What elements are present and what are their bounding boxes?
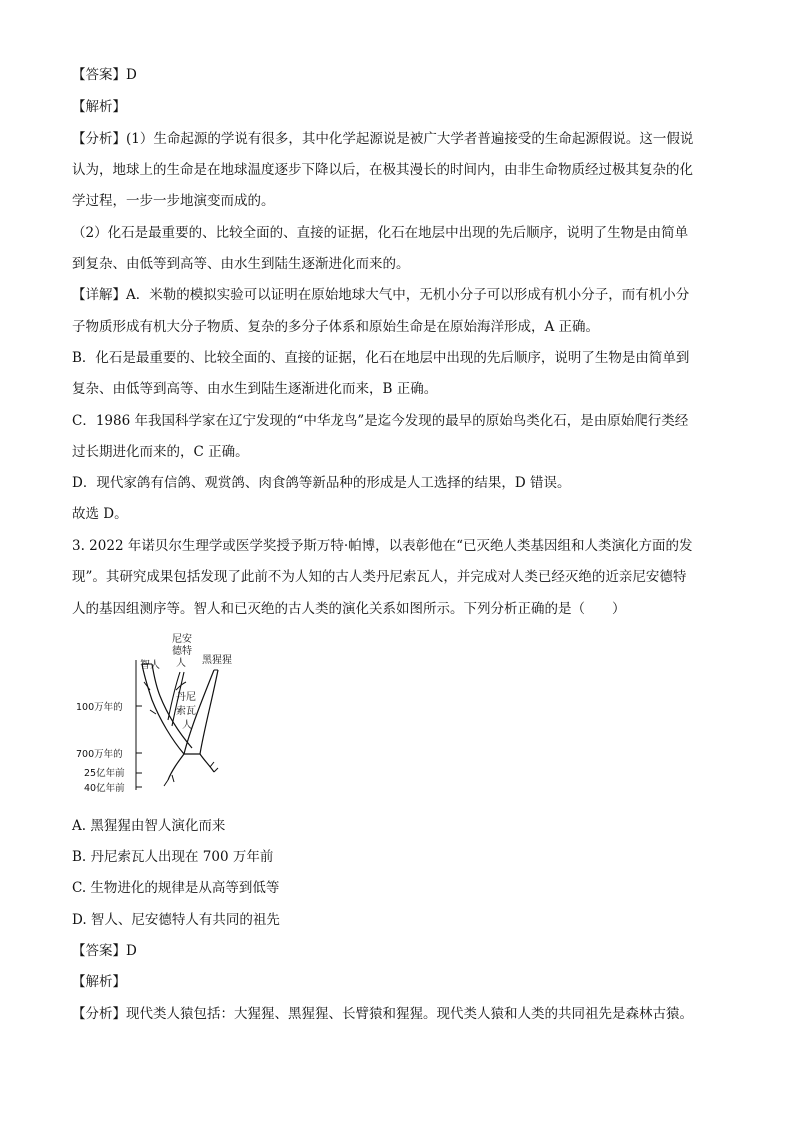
axis-label-4000m: 40亿年前 xyxy=(84,783,125,794)
xiangjie-line: 【详解】A．米勒的模拟实验可以证明在原始地球大气中，无机小分子可以形成有机小分子，而有机小分 xyxy=(72,287,690,303)
tree-root xyxy=(168,754,214,780)
label-denisovan: 丹尼 xyxy=(176,692,196,703)
xiangjie-line: 复杂、由低等到高等、由水生到陆生逐渐进化而来，B 正确。 xyxy=(72,381,438,397)
axis-label-7m: 700万年的 xyxy=(76,749,123,760)
option-c: C. 生物进化的规律是从高等到低等 xyxy=(72,880,280,896)
axis-label-1m: 100万年的 xyxy=(76,702,123,713)
evolution-tree-figure xyxy=(72,630,272,800)
option-d: D. 智人、尼安德特人有共同的祖先 xyxy=(72,912,280,928)
xiangjie-line: D．现代家鸽有信鸽、观赏鸽、肉食鸽等新品种的形成是人工选择的结果，D 错误。 xyxy=(72,475,571,491)
fenxi-line: 到复杂、由低等到高等、由水生到陆生逐渐进化而来的。 xyxy=(72,256,410,272)
xiangjie-line: 故选 D。 xyxy=(72,506,128,522)
xiangjie-line: C．1986 年我国科学家在辽宁发现的“中华龙鸟”是迄今发现的最早的原始鸟类化石，是由原始爬行类经 xyxy=(72,413,689,429)
label-neanderthal: 尼安 xyxy=(172,634,192,645)
fenxi-line: 【分析】(1）生命起源的学说有很多，其中化学起源说是被广大学者普遍接受的生命起源假说。这一假说 xyxy=(72,131,694,147)
question-3-stem-line: 现”。其研究成果包括发现了此前不为人知的古人类丹尼索瓦人，并完成对人类已经灭绝的近亲尼安德特 xyxy=(72,569,687,585)
label-sapiens: 智人 xyxy=(140,660,160,671)
fenxi-line: （2）化石是最重要的、比较全面的、直接的证据，化石在地层中出现的先后顺序，说明了生物是由简单 xyxy=(72,225,689,241)
analysis-title-q2: 【解析】 xyxy=(72,99,126,115)
question-3-stem-line: 3. 2022 年诺贝尔生理学或医学奖授予斯万特·帕博，以表彰他在“已灭绝人类基因组和人类演化方面的发 xyxy=(72,538,693,554)
option-a: A. 黑猩猩由智人演化而来 xyxy=(72,818,226,834)
fenxi-line: 学过程，一步一步地演变而成的。 xyxy=(72,193,275,209)
fenxi-line-q3: 【分析】现代类人猿包括：大猩猩、黑猩猩、长臂猿和猩猩。现代类人猿和人类的共同祖先是森林古猿。 xyxy=(72,1006,693,1022)
label-denisovan: 索瓦 xyxy=(176,706,196,717)
xiangjie-line: 子物质形成有机大分子物质、复杂的多分子体系和原始生命是在原始海洋形成，A 正确。 xyxy=(72,319,600,335)
label-neanderthal: 人 xyxy=(176,658,186,669)
answer-label-q3: 【答案】D xyxy=(72,943,137,959)
label-neanderthal: 德特 xyxy=(172,646,192,657)
fenxi-line: 认为，地球上的生命是在地球温度逐步下降以后，在极其漫长的时间内，由非生命物质经过极其复杂的化 xyxy=(72,162,693,178)
answer-label-q2: 【答案】D xyxy=(72,67,137,83)
label-chimpanzee: 黑猩猩 xyxy=(202,655,232,666)
option-b: B. 丹尼索瓦人出现在 700 万年前 xyxy=(72,849,274,865)
question-3-stem-line: 人的基因组测序等。智人和已灭绝的古人类的演化关系如图所示。下列分析正确的是（ ） xyxy=(72,601,626,617)
analysis-title-q3: 【解析】 xyxy=(72,974,126,990)
axis-label-2500m: 25亿年前 xyxy=(84,768,125,779)
xiangjie-line: B．化石是最重要的、比较全面的、直接的证据，化石在地层中出现的先后顺序，说明了生物是由简单到 xyxy=(72,350,690,366)
label-denisovan: 人 xyxy=(182,720,192,731)
xiangjie-line: 过长期进化而来的，C 正确。 xyxy=(72,444,249,460)
